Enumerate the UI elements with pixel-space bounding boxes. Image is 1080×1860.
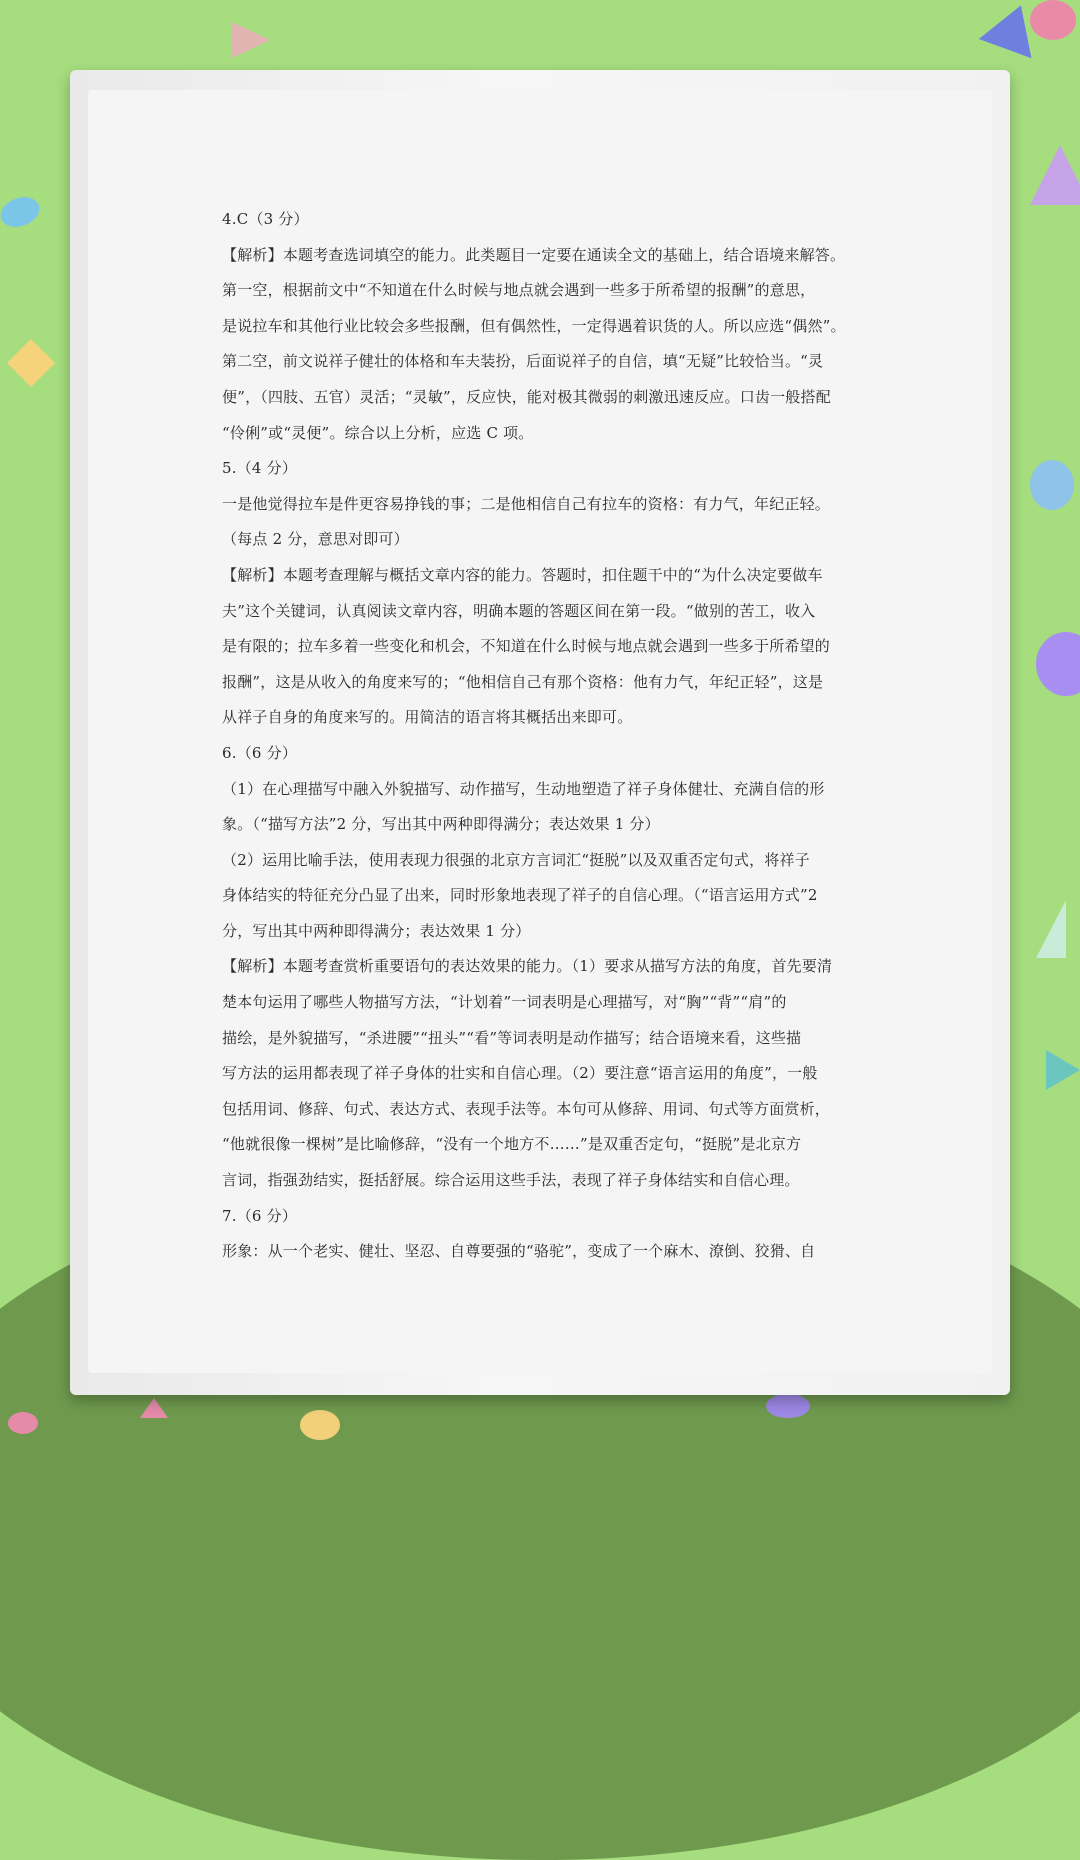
- text-line: 身体结实的特征充分凸显了出来，同时形象地表现了祥子的自信心理。（“语言运用方式”2: [222, 886, 818, 905]
- text-line: “伶俐”或“灵便”。综合以上分析，应选 C 项。: [222, 423, 534, 442]
- text-line: 是有限的；拉车多着一些变化和机会，不知道在什么时候与地点就会遇到一些多于所希望的: [222, 637, 831, 656]
- text-line: 7.（6 分）: [222, 1206, 298, 1225]
- text-line: 描绘，是外貌描写，“杀进腰”“扭头”“看”等词表明是动作描写；结合语境来看，这些描: [222, 1028, 802, 1047]
- decor-blob-blue-left: [0, 192, 44, 232]
- text-line: 分，写出其中两种即得满分；表达效果 1 分）: [222, 921, 531, 940]
- text-line: 写方法的运用都表现了祥子身体的壮实和自信心理。（2）要注意“语言运用的角度”，一般: [222, 1064, 818, 1083]
- text-line: （2）运用比喻手法，使用表现力很强的北京方言词汇“挺脱”以及双重否定句式，将祥子: [222, 850, 810, 869]
- decor-blob-purple-bottom-right: [766, 1394, 810, 1418]
- text-line: 5.（4 分）: [222, 459, 298, 478]
- text-line: （1）在心理描写中融入外貌描写、动作描写，生动地塑造了祥子身体健壮、充满自信的形: [222, 779, 825, 798]
- text-line: 形象：从一个老实、健壮、坚忍、自尊要强的“骆驼”，变成了一个麻木、潦倒、狡猾、自: [222, 1242, 816, 1261]
- text-line: “他就很像一棵树”是比喻修辞，“没有一个地方不……”是双重否定句，“挺脱”是北京方: [222, 1135, 802, 1154]
- text-line: 【解析】本题考查选词填空的能力。此类题目一定要在通读全文的基础上，结合语境来解答。: [222, 245, 846, 264]
- text-line: 第一空，根据前文中“不知道在什么时候与地点就会遇到一些多于所希望的报酬”的意思，: [222, 281, 816, 300]
- decor-triangle-mint-right: [1036, 900, 1066, 958]
- text-line: 是说拉车和其他行业比较会多些报酬，但有偶然性，一定得遇着识货的人。所以应选“偶然”。: [222, 316, 846, 335]
- decor-diamond-yellow-left: [7, 339, 55, 387]
- text-line: 象。（“描写方法”2 分，写出其中两种即得满分；表达效果 1 分）: [222, 815, 660, 834]
- text-line: 一是他觉得拉车是件更容易挣钱的事；二是他相信自己有拉车的资格：有力气，年纪正轻。: [222, 494, 831, 513]
- text-line: （每点 2 分，意思对即可）: [222, 530, 409, 549]
- text-line: 4.C（3 分）: [222, 210, 309, 228]
- text-line: 从祥子自身的角度来写的。用简洁的语言将其概括出来即可。: [222, 708, 633, 727]
- decor-triangle-lilac-right: [1030, 145, 1080, 205]
- text-line: 报酬”，这是从收入的角度来写的；“他相信自己有那个资格：他有力气，年纪正轻”，这是: [222, 672, 824, 691]
- text-line: 包括用词、修辞、句式、表达方式、表现手法等。本句可从修辞、用词、句式等方面赏析，: [222, 1099, 831, 1118]
- text-line: 【解析】本题考查赏析重要语句的表达效果的能力。（1）要求从描写方法的角度，首先要清: [222, 957, 833, 976]
- text-line: 【解析】本题考查理解与概括文章内容的能力。答题时，扣住题干中的“为什么决定要做车: [222, 565, 823, 584]
- text-line: 夫”这个关键词，认真阅读文章内容，明确本题的答题区间在第一段。“做别的苦工，收入: [222, 601, 816, 620]
- decor-triangle-teal-right: [1046, 1050, 1080, 1090]
- text-line: 楚本句运用了哪些人物描写方法，“计划着”一词表明是心理描写，对“胸”“背”“肩”的: [222, 993, 787, 1012]
- text-line: 6.（6 分）: [222, 743, 298, 762]
- decor-triangle-pink-bottom-left: [140, 1398, 168, 1418]
- decor-blob-pink-bottom-left: [8, 1412, 38, 1434]
- decor-triangle-pink-top-left: [232, 22, 270, 58]
- decor-blob-pink-top-right: [1030, 0, 1076, 40]
- text-line: 第二空，前文说祥子健壮的体格和车夫装扮，后面说祥子的自信，填“无疑”比较恰当。“灵: [222, 352, 824, 371]
- decor-blob-yellow-bottom: [300, 1410, 340, 1440]
- text-line: 便”，（四肢、五官）灵活；“灵敏”，反应快，能对极其微弱的刺激迅速反应。口齿一般搭配: [222, 387, 831, 406]
- decor-circle-blue-right: [1030, 460, 1074, 510]
- text-line: 言词，指强劲结实，挺括舒展。综合运用这些手法，表现了祥子身体结实和自信心理。: [222, 1171, 800, 1190]
- answer-text-body: [222, 202, 864, 1270]
- decor-circle-purple-right: [1036, 632, 1080, 696]
